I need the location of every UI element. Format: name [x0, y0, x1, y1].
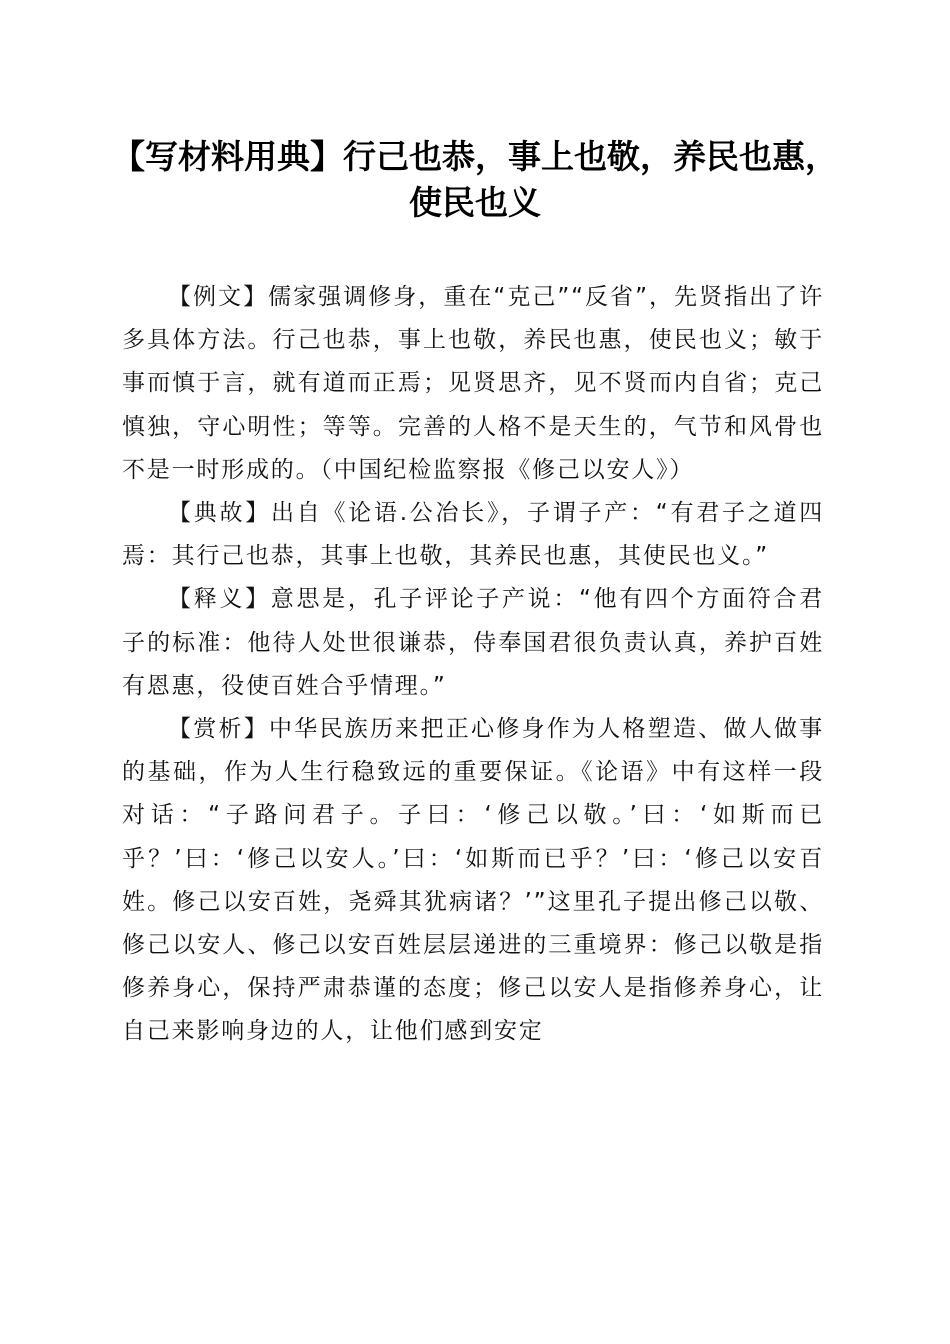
- paragraph-allusion: [122, 492, 824, 578]
- document-body: [122, 276, 824, 1054]
- paragraph-label: 【释义】: [168, 586, 271, 613]
- paragraph-text: 中华民族历来把正心修身作为人格塑造、做人做事的基础，作为人生行稳致远的重要保证。《论语》中有这样一段对话：“子路问君子。子曰：‘修己以敬。’曰：‘如斯而已乎？’曰：‘修己以安人。’曰：‘如斯而已乎？’曰：‘修己以安百姓。修己以安百姓，尧舜其犹病诸？’”这里孔子提出修己以敬、修己以安人、修己以安百姓层层递进的三重境界：修己以敬是指修养身心，保持严肃恭谨的态度；修己以安人是指修养身心，让自己来影响身边的人，让他们感到安定: [122, 716, 824, 1045]
- paragraph-meaning: [122, 578, 824, 708]
- document-title: 【写材料用典】行己也恭，事上也敬，养民也惠，使民也义: [112, 137, 838, 222]
- paragraph-analysis: [122, 708, 824, 1054]
- paragraph-label: 【赏析】: [168, 716, 269, 743]
- paragraph-example: [122, 276, 824, 492]
- paragraph-text: 儒家强调修身，重在“克己”“反省”，先贤指出了许多具体方法。行己也恭，事上也敬，养民也惠，使民也义；敏于事而慎于言，就有道而正焉；见贤思齐，见不贤而内自省；克己慎独，守心明性；等等。完善的人格不是天生的，气节和风骨也不是一时形成的。（中国纪检监察报《修己以安人》）: [122, 284, 824, 483]
- paragraph-label: 【例文】: [168, 284, 269, 310]
- paragraph-text: 意思是，孔子评论子产说：“他有四个方面符合君子的标准：他待人处世很谦恭，侍奉国君很负责认真，养护百姓有恩惠，役使百姓合乎情理。”: [122, 586, 824, 699]
- paragraph-text: 出自《论语.公冶长》，子谓子产：“有君子之道四焉：其行己也恭，其事上也敬，其养民也惠，其使民也义。”: [122, 500, 824, 570]
- paragraph-label: 【典故】: [168, 500, 271, 527]
